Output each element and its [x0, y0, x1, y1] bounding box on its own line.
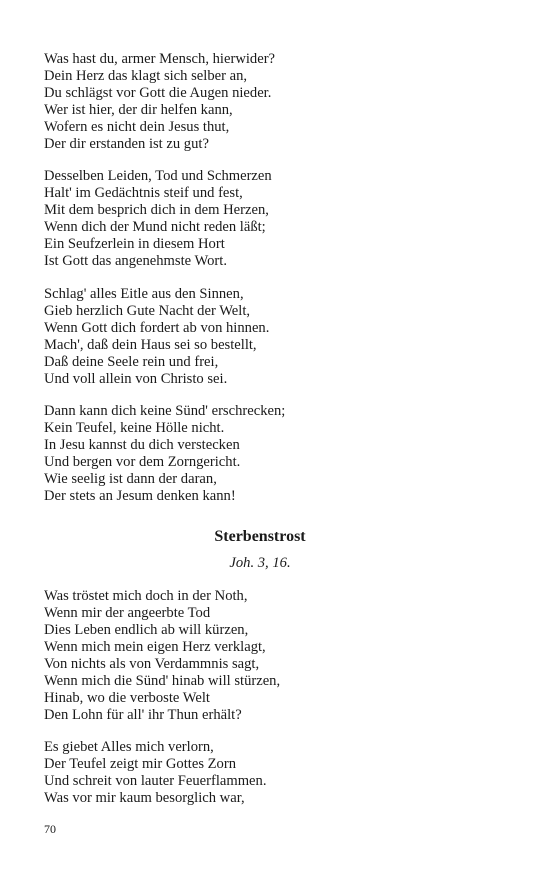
verse-line: Von nichts als von Verdammnis sagt,: [44, 656, 260, 672]
verse-line: Der dir erstanden ist zu gut?: [44, 136, 209, 152]
verse-line: Und voll allein von Christo sei.: [44, 371, 228, 387]
verse-line: Was tröstet mich doch in der Noth,: [44, 588, 248, 604]
verse-line: Dies Leben endlich ab will kürzen,: [44, 622, 249, 638]
stanza-4: [44, 403, 285, 505]
verse-line: Dann kann dich keine Sünd' erschrecken;: [44, 403, 286, 419]
verse-line: Gieb herzlich Gute Nacht der Welt,: [44, 303, 251, 319]
verse-line: Daß deine Seele rein und frei,: [44, 354, 219, 370]
verse-line: Kein Teufel, keine Hölle nicht.: [44, 420, 225, 436]
verse-line: Der stets an Jesum denken kann!: [44, 488, 236, 504]
verse-line: Mach', daß dein Haus sei so bestellt,: [44, 337, 257, 353]
verse-line: Desselben Leiden, Tod und Schmerzen: [44, 168, 272, 184]
stanza-1: [44, 51, 275, 153]
verse-line: Wofern es nicht dein Jesus thut,: [44, 119, 230, 135]
stanza-6: [44, 739, 266, 807]
verse-line: Halt' im Gedächtnis steif und fest,: [44, 185, 243, 201]
verse-line: Und bergen vor dem Zorngericht.: [44, 454, 241, 470]
verse-line: Wenn Gott dich fordert ab von hinnen.: [44, 320, 270, 336]
stanza-2: [44, 168, 272, 270]
verse-line: Ist Gott das angenehmste Wort.: [44, 253, 227, 269]
verse-line: Wenn mich mein eigen Herz verklagt,: [44, 639, 266, 655]
page-number: 70: [44, 822, 56, 836]
verse-line: Du schlägst vor Gott die Augen nieder.: [44, 85, 272, 101]
verse-line: Schlag' alles Eitle aus den Sinnen,: [44, 286, 244, 302]
verse-line: Ein Seufzerlein in diesem Hort: [44, 236, 225, 252]
stanza-3: [44, 286, 269, 388]
verse-line: Den Lohn für all' ihr Thun erhält?: [44, 707, 242, 723]
verse-line: Was hast du, armer Mensch, hierwider?: [44, 51, 276, 67]
verse-line: Wie seelig ist dann der daran,: [44, 471, 217, 487]
verse-line: In Jesu kannst du dich verstecken: [44, 437, 240, 453]
verse-line: Hinab, wo die verboste Welt: [44, 690, 210, 706]
verse-line: Wenn dich der Mund nicht reden läßt;: [44, 219, 266, 235]
verse-line: Dein Herz das klagt sich selber an,: [44, 68, 248, 84]
stanza-5: [44, 588, 280, 724]
verse-line: Wenn mir der angeerbte Tod: [44, 605, 211, 621]
verse-line: Mit dem besprich dich in dem Herzen,: [44, 202, 269, 218]
verse-line: Wenn mich die Sünd' hinab will stürzen,: [44, 673, 281, 689]
verse-line: Der Teufel zeigt mir Gottes Zorn: [44, 756, 237, 772]
verse-line: Wer ist hier, der dir helfen kann,: [44, 102, 233, 118]
scripture-reference: Joh. 3, 16.: [229, 555, 291, 571]
verse-line: Es giebet Alles mich verlorn,: [44, 739, 214, 755]
verse-line: Was vor mir kaum besorglich war,: [44, 790, 245, 806]
poem-title: Sterbenstrost: [214, 528, 306, 545]
verse-line: Und schreit von lauter Feuerflammen.: [44, 773, 267, 789]
